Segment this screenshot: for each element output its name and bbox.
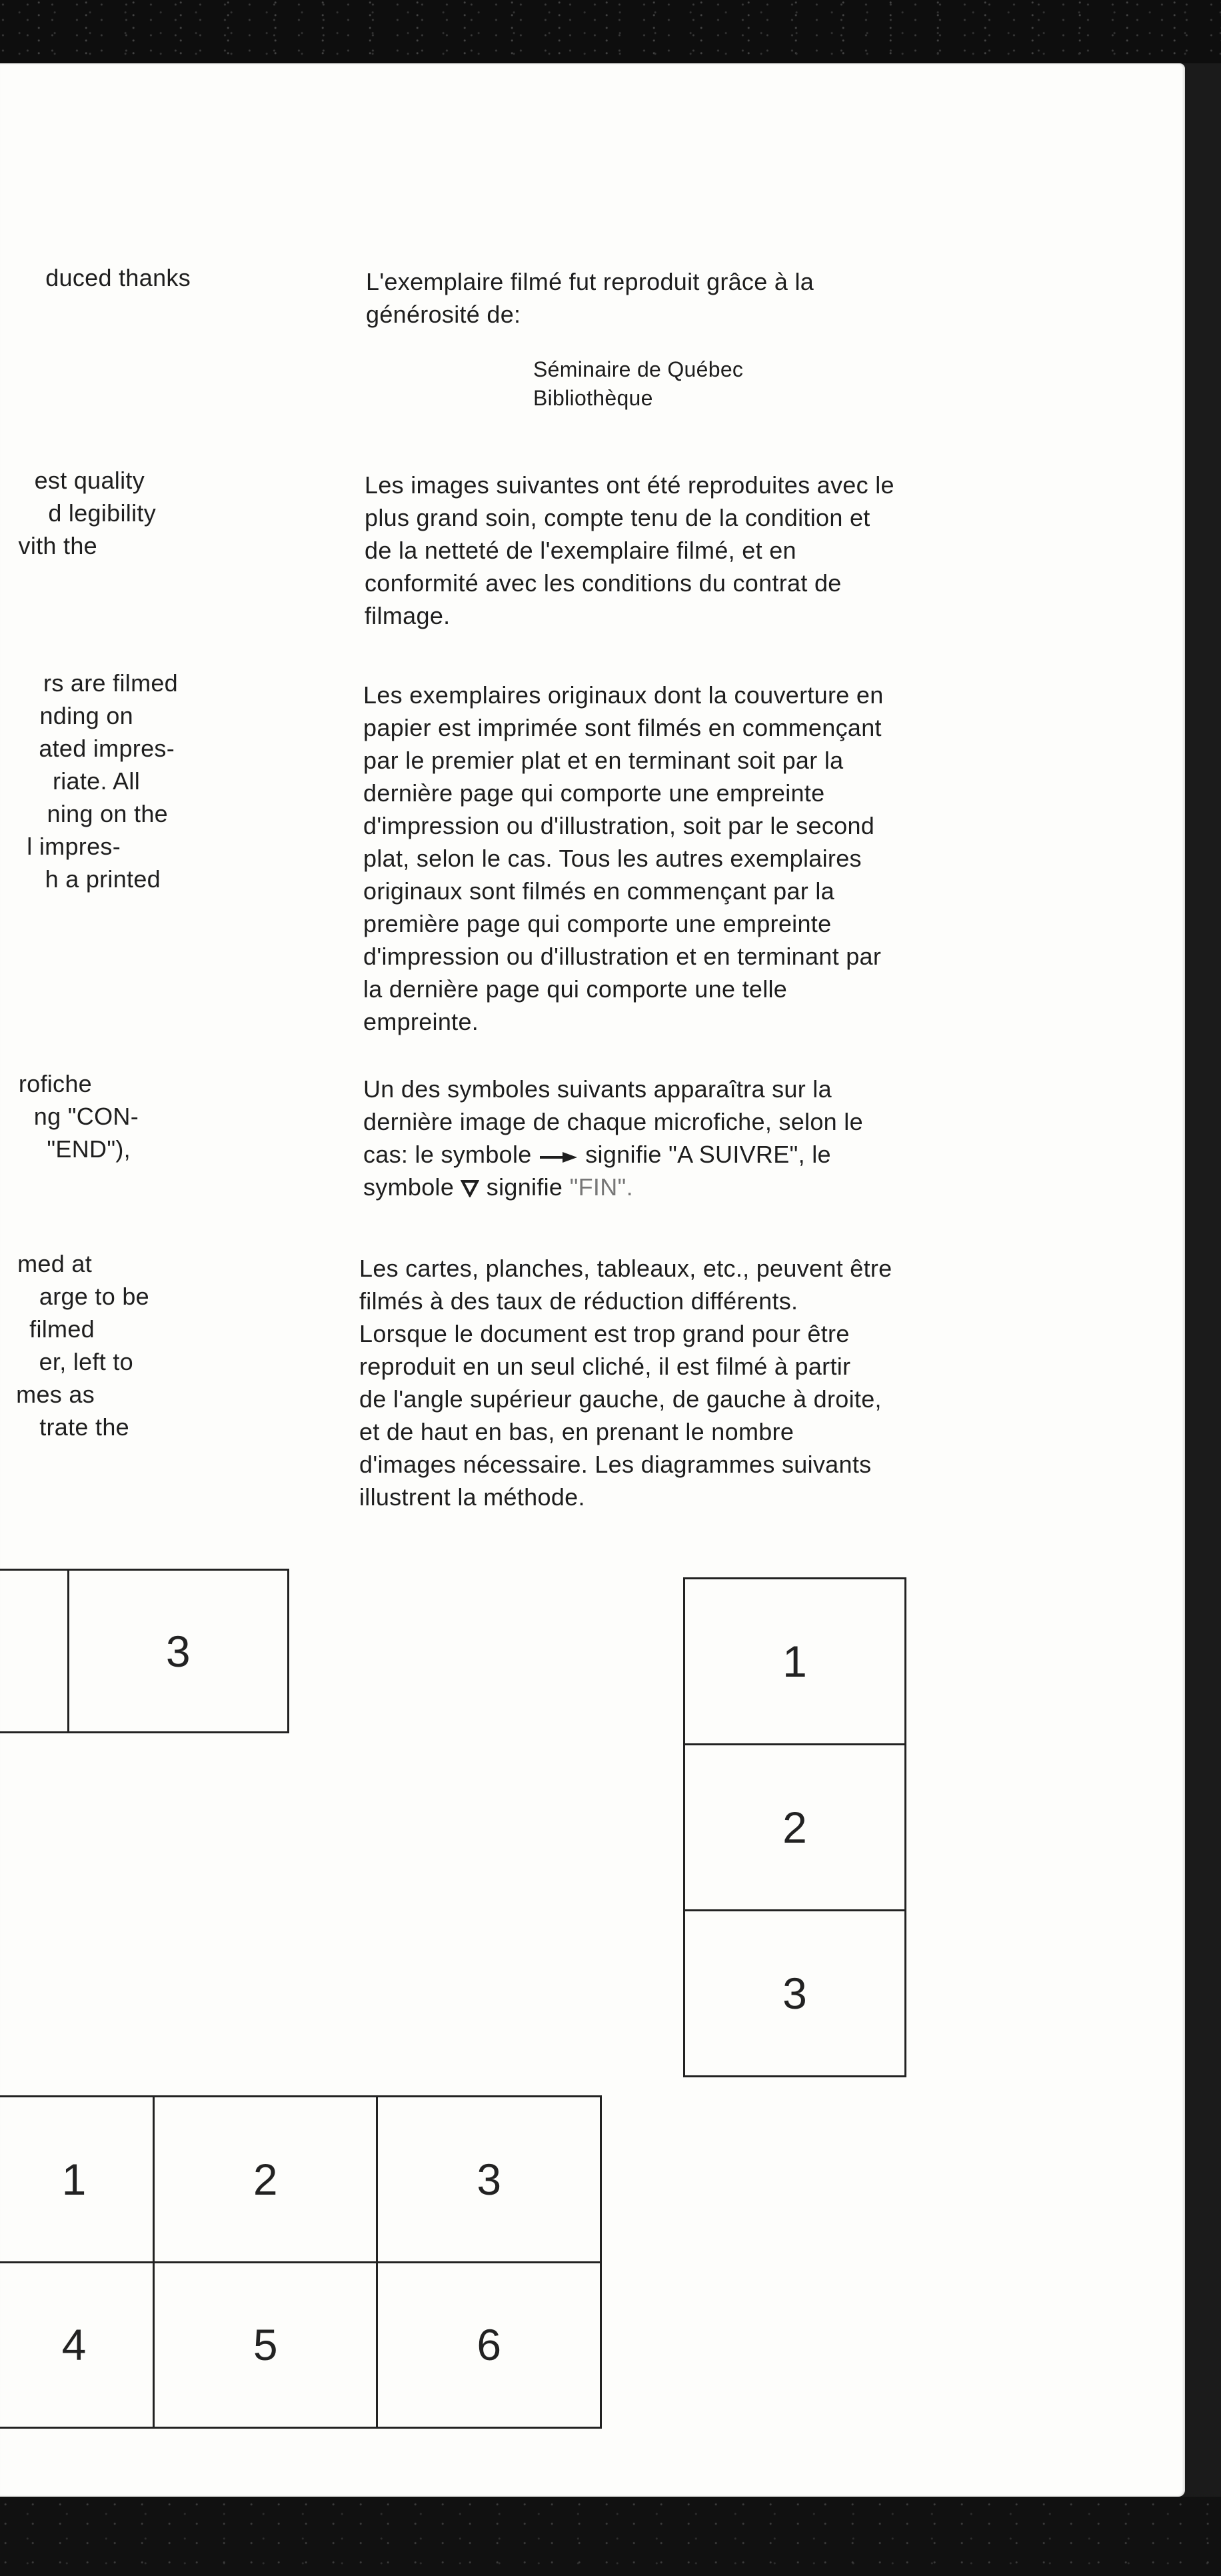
left-fragment: ated impres- — [39, 735, 175, 762]
left-fragment: rs are filmed — [43, 669, 178, 697]
paragraph-line: de la netteté de l'exemplaire filmé, et en — [365, 537, 796, 564]
paragraph-line: Les exemplaires originaux dont la couverture en — [363, 681, 884, 709]
diagram-cell: 3 — [377, 2097, 601, 2263]
left-fragment: est quality — [34, 467, 145, 494]
intro-line: générosité de: — [366, 301, 521, 328]
institution-name: Séminaire de Québec — [533, 357, 744, 381]
diagram-cell: 5 — [153, 2262, 377, 2428]
left-fragment: med at — [17, 1250, 92, 1277]
left-fragment: filmed — [29, 1315, 95, 1343]
paragraph-line: plus grand soin, compte tenu de la condition et — [365, 504, 870, 531]
paragraph-line: Lorsque le document est trop grand pour être — [359, 1320, 850, 1347]
paragraph-line: par le premier plat et en terminant soit par la — [363, 747, 844, 774]
diagram-cell: 3 — [68, 1570, 288, 1733]
left-fragment: trate the — [39, 1413, 129, 1441]
paragraph-line: filmés à des taux de réduction différents. — [359, 1287, 798, 1315]
paragraph-line: dernière page qui comporte une empreinte — [363, 779, 825, 807]
paragraph-line: Les cartes, planches, tableaux, etc., peuvent être — [359, 1255, 892, 1282]
paragraph-line — [363, 1138, 831, 1173]
diagram-grid-2x3 — [0, 2095, 602, 2429]
left-fragment: ning on the — [47, 800, 168, 827]
symbol-meaning-word: signifie — [486, 1173, 563, 1201]
paragraph-line: Les images suivantes ont été reproduites avec le — [365, 471, 894, 499]
paragraph-line: conformité avec les conditions du contrat de — [365, 569, 842, 597]
paragraph-line: originaux sont filmés en commençant par la — [363, 877, 834, 905]
paragraph-line: d'impression ou d'illustration, soit par le second — [363, 812, 875, 839]
diagram-horizontal-partial — [0, 1569, 289, 1733]
paragraph-line: la dernière page qui comporte une telle — [363, 975, 788, 1003]
symbol-meaning-text: signifie "A SUIVRE", le — [585, 1141, 831, 1168]
paragraph-line: de l'angle supérieur gauche, de gauche à droite, — [359, 1385, 882, 1413]
diagram-cell: 1 — [0, 2097, 153, 2263]
diagram-cell: 4 — [0, 2262, 153, 2428]
left-fragment: l impres- — [27, 833, 121, 860]
paragraph-line — [363, 1171, 633, 1205]
left-fragment: duced thanks — [45, 264, 191, 291]
paragraph-line: illustrent la méthode. — [359, 1483, 585, 1511]
diagram-cell: 3 — [684, 1911, 906, 2077]
paragraph-line: Un des symboles suivants apparaîtra sur la — [363, 1075, 832, 1103]
left-fragment: vith the — [18, 532, 97, 559]
left-fragment: er, left to — [39, 1348, 133, 1375]
symbol-word: symbole — [363, 1173, 455, 1201]
diagram-cell: 1 — [684, 1579, 906, 1745]
paragraph-line: dernière image de chaque microfiche, selon le — [363, 1108, 863, 1135]
diagram-cell: 2 — [684, 1745, 906, 1911]
left-fragment: d legibility — [48, 499, 156, 527]
left-fragment: ng "CON- — [33, 1103, 139, 1130]
fin-label: "FIN". — [569, 1173, 633, 1201]
left-fragment: h a printed — [45, 865, 161, 893]
paragraph-line: reproduit en un seul cliché, il est filmé à partir — [359, 1353, 851, 1380]
down-triangle-icon — [461, 1173, 479, 1205]
diagram-vertical — [683, 1577, 906, 2077]
left-fragment: rofiche — [18, 1070, 92, 1097]
scan-border-top — [0, 0, 1221, 63]
left-fragment: "END"), — [47, 1135, 131, 1163]
institution-department: Bibliothèque — [533, 386, 653, 410]
left-fragment: riate. All — [52, 767, 140, 795]
scan-border-bottom — [0, 2497, 1221, 2576]
symbol-intro-text: cas: le symbole — [363, 1141, 532, 1168]
diagram-cell: 2 — [153, 2097, 377, 2263]
paragraph-line: première page qui comporte une empreinte — [363, 910, 832, 937]
diagram-cell: 6 — [377, 2262, 601, 2428]
paragraph-line: filmage. — [365, 602, 451, 629]
intro-line: L'exemplaire filmé fut reproduit grâce à la — [366, 268, 814, 295]
left-fragment: nding on — [39, 702, 133, 729]
paragraph-line: d'impression ou d'illustration et en terminant par — [363, 943, 882, 970]
paragraph-line: empreinte. — [363, 1008, 479, 1035]
paragraph-line: et de haut en bas, en prenant le nombre — [359, 1418, 794, 1445]
paragraph-line: plat, selon le cas. Tous les autres exemplaires — [363, 845, 862, 872]
paragraph-line: d'images nécessaire. Les diagrammes suivants — [359, 1451, 872, 1478]
paragraph-line: papier est imprimée sont filmés en commençant — [363, 714, 882, 741]
left-fragment: mes as — [16, 1381, 95, 1408]
left-fragment: arge to be — [39, 1283, 149, 1310]
arrow-right-icon — [539, 1140, 579, 1173]
diagram-cell — [0, 1570, 68, 1733]
